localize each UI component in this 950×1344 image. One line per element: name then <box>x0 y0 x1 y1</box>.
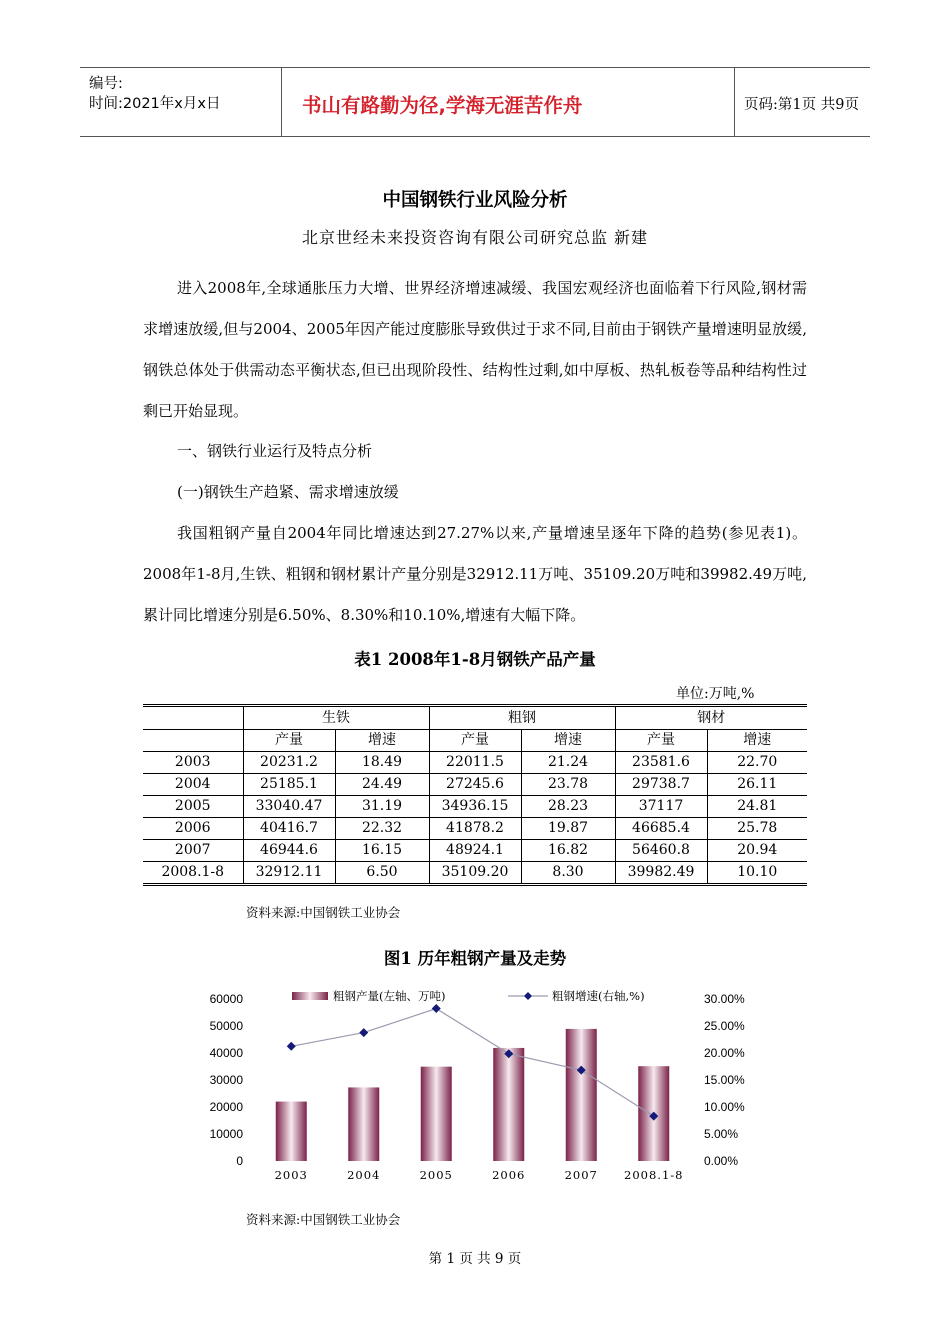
motto: 书山有路勤为径,学海无涯苦作舟 <box>302 94 583 117</box>
table-cell: 40416.7 <box>243 818 335 840</box>
col-header: 产量 <box>243 730 335 752</box>
table-cell: 34936.15 <box>429 796 521 818</box>
table-row <box>143 862 807 885</box>
legend-line-label: 粗钢增速(右轴,%) <box>552 989 645 1003</box>
section-heading: 一、钢铁行业运行及特点分析 <box>177 442 373 460</box>
growth-rate-point <box>432 1004 441 1013</box>
page-info: 页码:第1页 共9页 <box>744 97 859 113</box>
table-cell: 16.82 <box>521 840 615 862</box>
col-header: 产量 <box>429 730 521 752</box>
table-cell: 19.87 <box>521 818 615 840</box>
table-cell: 28.23 <box>521 796 615 818</box>
table-cell: 35109.20 <box>429 862 521 885</box>
table-cell: 39982.49 <box>615 862 707 885</box>
right-axis-tick-label: 0.00% <box>704 1154 739 1168</box>
figure-source: 资料来源:中国钢铁工业协会 <box>246 1212 401 1227</box>
left-axis-tick-label: 20000 <box>209 1100 243 1114</box>
year-cell: 2008.1-8 <box>143 862 243 885</box>
growth-rate-point <box>287 1042 296 1051</box>
table-cell: 22.32 <box>335 818 429 840</box>
year-cell: 2004 <box>143 774 243 796</box>
x-axis-category-label: 2007 <box>564 1168 598 1182</box>
table-cell: 6.50 <box>335 862 429 885</box>
table-cell: 27245.6 <box>429 774 521 796</box>
header-page-cell <box>735 68 870 136</box>
subsection-heading: (一)钢铁生产趋紧、需求增速放缓 <box>177 483 399 501</box>
table-row <box>143 796 807 818</box>
col-header: 产量 <box>615 730 707 752</box>
corner-cell <box>143 706 243 730</box>
table-cell: 48924.1 <box>429 840 521 862</box>
x-axis-category-label: 2006 <box>492 1168 526 1182</box>
right-axis-tick-label: 20.00% <box>704 1046 745 1060</box>
table-row <box>143 840 807 862</box>
table-cell: 23.78 <box>521 774 615 796</box>
bar-crude-steel-output <box>276 1102 307 1161</box>
right-axis-tick-label: 30.00% <box>704 992 745 1006</box>
right-axis-tick-label: 15.00% <box>704 1073 745 1087</box>
table-cell: 23581.6 <box>615 752 707 774</box>
production-table <box>143 704 807 886</box>
table-cell: 22.70 <box>707 752 807 774</box>
table-cell: 20231.2 <box>243 752 335 774</box>
figure-title: 图1 历年粗钢产量及走势 <box>383 949 567 968</box>
bar-crude-steel-output <box>493 1048 524 1161</box>
date-label: 时间:2021年x月x日 <box>89 96 221 112</box>
col-header: 增速 <box>521 730 615 752</box>
table-cell: 33040.47 <box>243 796 335 818</box>
right-axis-tick-label: 25.00% <box>704 1019 745 1033</box>
table-cell: 29738.7 <box>615 774 707 796</box>
left-axis-tick-label: 10000 <box>209 1127 243 1141</box>
corner-cell <box>143 730 243 752</box>
header-motto-cell <box>282 68 735 136</box>
table-cell: 22011.5 <box>429 752 521 774</box>
legend-bar-swatch <box>292 992 328 1000</box>
left-axis-tick-label: 40000 <box>209 1046 243 1060</box>
table-cell: 20.94 <box>707 840 807 862</box>
group-pig-iron: 生铁 <box>243 706 429 730</box>
table-cell: 10.10 <box>707 862 807 885</box>
x-axis-category-label: 2004 <box>347 1168 381 1182</box>
year-cell: 2005 <box>143 796 243 818</box>
table-cell: 46685.4 <box>615 818 707 840</box>
table-row <box>143 774 807 796</box>
page-footer: 第 1 页 共 9 页 <box>428 1251 522 1267</box>
legend-bar-label: 粗钢产量(左轴、万吨) <box>333 989 446 1003</box>
table-cell: 24.81 <box>707 796 807 818</box>
x-axis-category-label: 2003 <box>274 1168 308 1182</box>
year-cell: 2007 <box>143 840 243 862</box>
table-cell: 18.49 <box>335 752 429 774</box>
header-meta-cell <box>80 68 282 136</box>
document-header <box>80 67 870 137</box>
number-label: 编号: <box>89 76 123 92</box>
legend-line-marker <box>524 992 532 1000</box>
table-cell: 37117 <box>615 796 707 818</box>
col-header: 增速 <box>707 730 807 752</box>
growth-rate-point <box>359 1028 368 1037</box>
x-axis-category-label: 2005 <box>419 1168 453 1182</box>
table-title: 表1 2008年1-8月钢铁产品产量 <box>354 650 596 669</box>
table-cell: 8.30 <box>521 862 615 885</box>
table-cell: 24.49 <box>335 774 429 796</box>
table-row <box>143 752 807 774</box>
table-sub-header <box>143 730 807 752</box>
left-axis-tick-label: 50000 <box>209 1019 243 1033</box>
table-cell: 32912.11 <box>243 862 335 885</box>
table-cell: 46944.6 <box>243 840 335 862</box>
table-cell: 41878.2 <box>429 818 521 840</box>
table-source: 资料来源:中国钢铁工业协会 <box>246 905 401 920</box>
table-cell: 16.15 <box>335 840 429 862</box>
table-cell: 25185.1 <box>243 774 335 796</box>
year-cell: 2003 <box>143 752 243 774</box>
year-cell: 2006 <box>143 818 243 840</box>
left-axis-tick-label: 0 <box>236 1154 243 1168</box>
table-unit: 单位:万吨,% <box>676 686 755 702</box>
table-cell: 26.11 <box>707 774 807 796</box>
table-cell: 25.78 <box>707 818 807 840</box>
body-paragraph: 我国粗钢产量自2004年同比增速达到27.27%以来,产量增速呈逐年下降的趋势(参见表1)。2008年1-8月,生铁、粗钢和钢材累计产量分别是32912.11万吨、35109.20万吨和39982.49万吨,累计同比增速分别是6.50%、8.30%和10.10%,增速有大幅下降。 <box>143 524 807 624</box>
table-cell: 56460.8 <box>615 840 707 862</box>
table-row <box>143 818 807 840</box>
right-axis-tick-label: 5.00% <box>704 1127 739 1141</box>
group-steel-products: 钢材 <box>615 706 807 730</box>
group-crude-steel: 粗钢 <box>429 706 615 730</box>
page-title: 中国钢铁行业风险分析 <box>382 190 568 211</box>
x-axis-category-label: 2008.1-8 <box>624 1168 684 1182</box>
col-header: 增速 <box>335 730 429 752</box>
table-group-header <box>143 706 807 730</box>
table-cell: 21.24 <box>521 752 615 774</box>
bar-crude-steel-output <box>348 1087 379 1161</box>
intro-paragraph: 进入2008年,全球通胀压力大增、世界经济增速减缓、我国宏观经济也面临着下行风险,钢材需求增速放缓,但与2004、2005年因产能过度膨胀导致供过于求不同,目前由于钢铁产量增速明显放缓,钢铁总体处于供需动态平衡状态,但已出现阶段性、结构性过剩,如中厚板、热轧板卷等品种结构性过剩已开始显现。 <box>143 279 807 420</box>
left-axis-tick-label: 30000 <box>209 1073 243 1087</box>
author-line: 北京世经未来投资咨询有限公司研究总监 新建 <box>301 228 649 247</box>
bar-crude-steel-output <box>421 1067 452 1161</box>
growth-rate-line <box>291 1009 654 1117</box>
crude-steel-chart <box>0 975 950 1190</box>
bar-crude-steel-output <box>566 1029 597 1161</box>
left-axis-tick-label: 60000 <box>209 992 243 1006</box>
table-cell: 31.19 <box>335 796 429 818</box>
right-axis-tick-label: 10.00% <box>704 1100 745 1114</box>
